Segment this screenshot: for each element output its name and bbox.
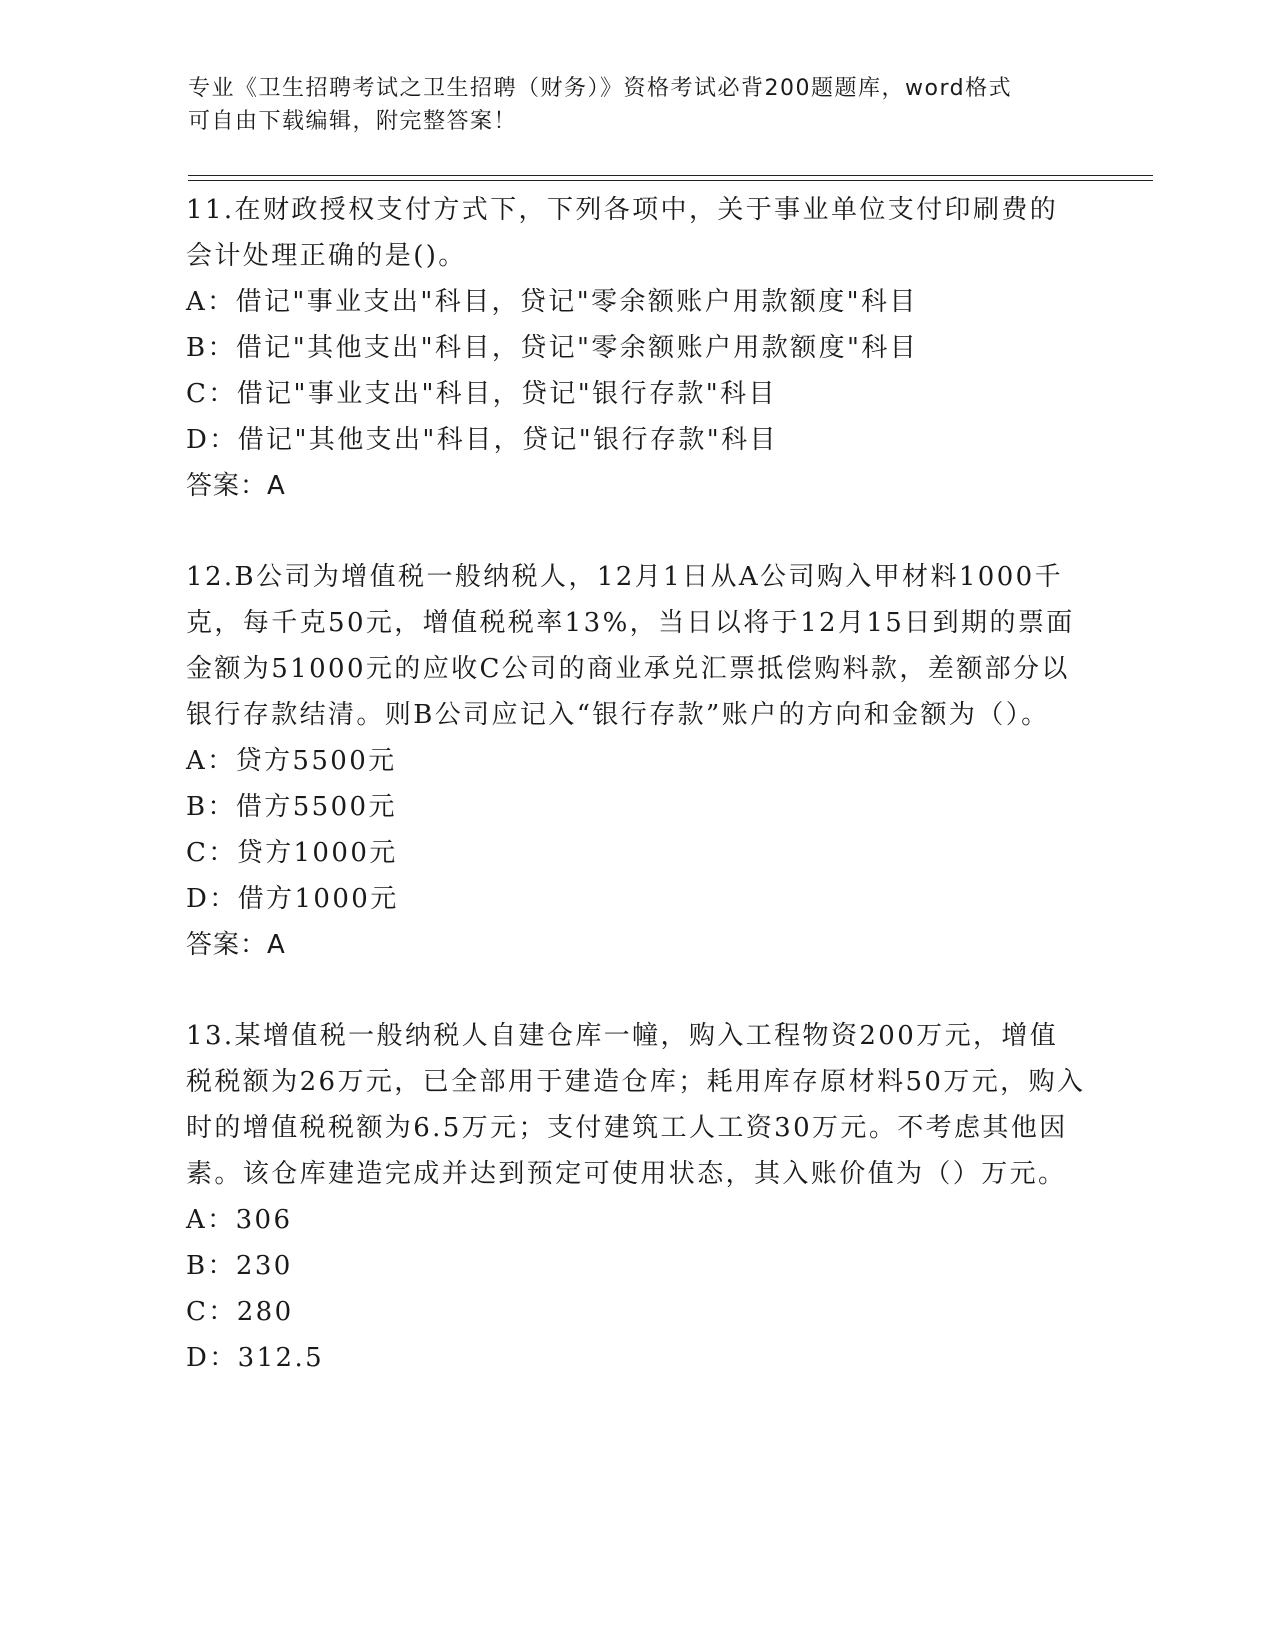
question-stem: 12.B公司为增值税一般纳税人，12月1日从A公司购入甲材料1000千克，每千克50元，增值税税率13%，当日以将于12月15日到期的票面金额为51000元的应收C公司的商业承兑汇票抵偿购料款，差额部分以银行存款结清。则B公司应记入“银行存款”账户的方向和金额为（）。 [186,562,1075,730]
document-header [188,72,1068,138]
option-a: A：贷方5500元 [186,746,397,776]
header-divider-top [188,175,1153,176]
option-b: B：借方5500元 [186,792,397,822]
option-c: C：280 [186,1297,294,1327]
option-d: D：借记"其他支出"科目，贷记"银行存款"科目 [186,425,778,455]
option-d: D：312.5 [186,1343,325,1373]
question-list [186,187,1086,1426]
answer-line: 答案：A [186,471,286,501]
header-line-2: 可自由下载编辑，附完整答案！ [188,109,518,134]
option-c: C：贷方1000元 [186,838,398,868]
header-divider-bottom [188,180,1153,181]
question-stem: 13.某增值税一般纳税人自建仓库一幢，购入工程物资200万元，增值税税额为26万元，已全部用于建造仓库；耗用库存原材料50万元，购入时的增值税税额为6.5万元；支付建筑工人工资30万元。不考虑其他因素。该仓库建造完成并达到预定可使用状态，其入账价值为（）万元。 [186,1021,1086,1189]
question-12 [186,554,1086,968]
option-a: A：306 [186,1205,293,1235]
option-c: C：借记"事业支出"科目，贷记"银行存款"科目 [186,379,777,409]
question-13 [186,1013,1086,1381]
answer-line: 答案：A [186,930,286,960]
option-a: A：借记"事业支出"科目，贷记"零余额账户用款额度"科目 [186,287,918,317]
option-d: D：借方1000元 [186,884,399,914]
header-line-1: 专业《卫生招聘考试之卫生招聘（财务）》资格考试必背200题题库，word格式 [188,76,1013,101]
option-b: B：230 [186,1251,293,1281]
option-b: B：借记"其他支出"科目，贷记"零余额账户用款额度"科目 [186,333,919,363]
question-11 [186,187,1086,509]
question-stem: 11.在财政授权支付方式下，下列各项中，关于事业单位支付印刷费的会计处理正确的是()。 [186,195,1059,271]
